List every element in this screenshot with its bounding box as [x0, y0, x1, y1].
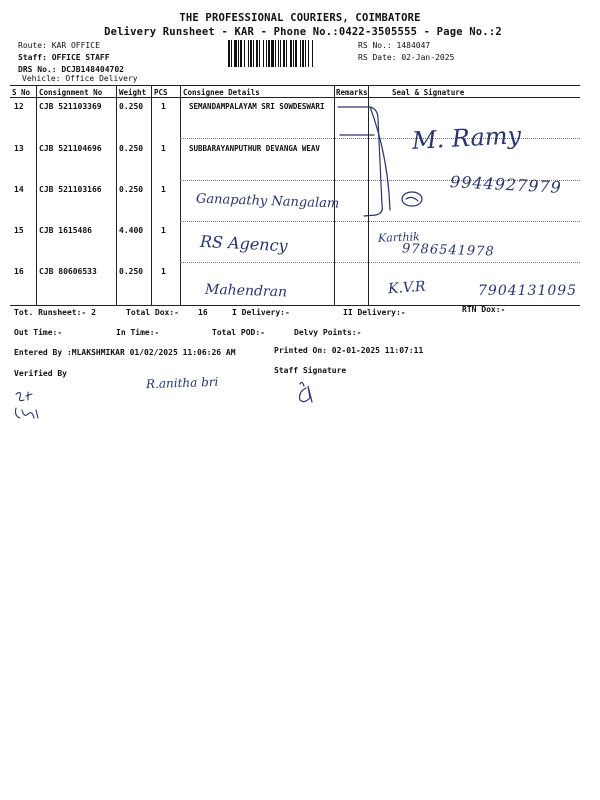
- signature-row-12: M. Ramy: [411, 121, 522, 155]
- handwritten-consignee: Ganapathy Nangalam: [195, 191, 340, 212]
- row-pcs: 1: [161, 185, 166, 194]
- tot-runsheet: Tot. Runsheet:- 2: [14, 308, 96, 317]
- handwritten-consignee: RS Agency: [199, 231, 289, 256]
- rs-number: RS No.: 1484047: [358, 41, 431, 50]
- row-consignment: CJB 1615486: [39, 226, 92, 235]
- col-consignment: Consignment No: [39, 88, 103, 97]
- total-dox-value: 16: [198, 308, 208, 317]
- row-sno: 14: [14, 185, 24, 194]
- row-consignee: SUBBARAYANPUTHUR DEVANGA WEAV: [189, 144, 320, 153]
- verifier-signature: R.anitha bri: [145, 374, 219, 392]
- route-label: Route: KAR OFFICE: [18, 41, 100, 50]
- barcode: [228, 40, 350, 67]
- signature-row-15: Karthik: [377, 230, 420, 245]
- row-consignment: CJB 521103166: [39, 185, 102, 194]
- row-weight: 0.250: [119, 267, 144, 276]
- runsheet-title: Delivery Runsheet - KAR - Phone No.:0422-3505555 - Page No.:2: [104, 26, 502, 38]
- staff-signature-mark: [292, 378, 320, 408]
- col-remarks: Remarks: [336, 88, 368, 97]
- company-title: THE PROFESSIONAL COURIERS, COIMBATORE: [179, 12, 421, 24]
- col-sno: S No: [12, 88, 31, 97]
- rtn-dox: RTN Dox:-: [462, 305, 506, 314]
- staff-label: Staff: OFFICE STAFF: [18, 53, 110, 62]
- row-consignee: SEMANDAMPALAYAM SRI SOWDESWARI: [189, 102, 325, 111]
- col-seal-signature: Seal & Signature: [392, 88, 465, 97]
- rs-date: RS Date: 02-Jan-2025: [358, 53, 455, 62]
- signature-row-16: K.V.R: [387, 278, 427, 298]
- row-sno: 16: [14, 267, 24, 276]
- col-pcs: PCS: [154, 88, 168, 97]
- vehicle-label: Vehicle: Office Delivery: [22, 74, 138, 83]
- phone-row-15: 9786541978: [401, 241, 495, 260]
- staff-signature-label: Staff Signature: [274, 366, 347, 375]
- row-sno: 15: [14, 226, 24, 235]
- row-consignment: CJB 521103369: [39, 102, 102, 111]
- entered-by: Entered By :MLAKSHMIKAR 01/02/2025 11:06:26 AM: [14, 348, 236, 357]
- drs-number: DRS No.: DCJB148404702: [18, 65, 124, 74]
- col-consignee: Consignee Details: [183, 88, 260, 97]
- row-pcs: 1: [161, 144, 166, 153]
- printed-on: Printed On: 02-01-2025 11:07:11: [274, 346, 424, 355]
- row-weight: 4.400: [119, 226, 144, 235]
- row-weight: 0.250: [119, 102, 144, 111]
- total-pod: Total POD:-: [212, 328, 265, 337]
- row-sno: 13: [14, 144, 24, 153]
- phone-row-14: 9944927979: [449, 172, 563, 197]
- verified-by: Verified By: [14, 369, 67, 378]
- row-sno: 12: [14, 102, 24, 111]
- total-dox-label: Total Dox:-: [126, 308, 179, 317]
- row-consignment: CJB 521104696: [39, 144, 102, 153]
- row-pcs: 1: [161, 267, 166, 276]
- out-time: Out Time:-: [14, 328, 63, 337]
- ii-delivery: II Delivery:-: [343, 308, 406, 317]
- i-delivery: I Delivery:-: [232, 308, 290, 317]
- in-time: In Time:-: [116, 328, 160, 337]
- delvy-points: Delvy Points:-: [294, 328, 362, 337]
- row-pcs: 1: [161, 102, 166, 111]
- handwritten-consignee: Mahendran: [204, 281, 288, 301]
- row-weight: 0.250: [119, 185, 144, 194]
- row-weight: 0.250: [119, 144, 144, 153]
- phone-row-16: 7904131095: [478, 283, 578, 299]
- verified-by-initials: [10, 388, 50, 424]
- col-weight: Weight: [119, 88, 147, 97]
- row-pcs: 1: [161, 226, 166, 235]
- row-consignment: CJB 80606533: [39, 267, 97, 276]
